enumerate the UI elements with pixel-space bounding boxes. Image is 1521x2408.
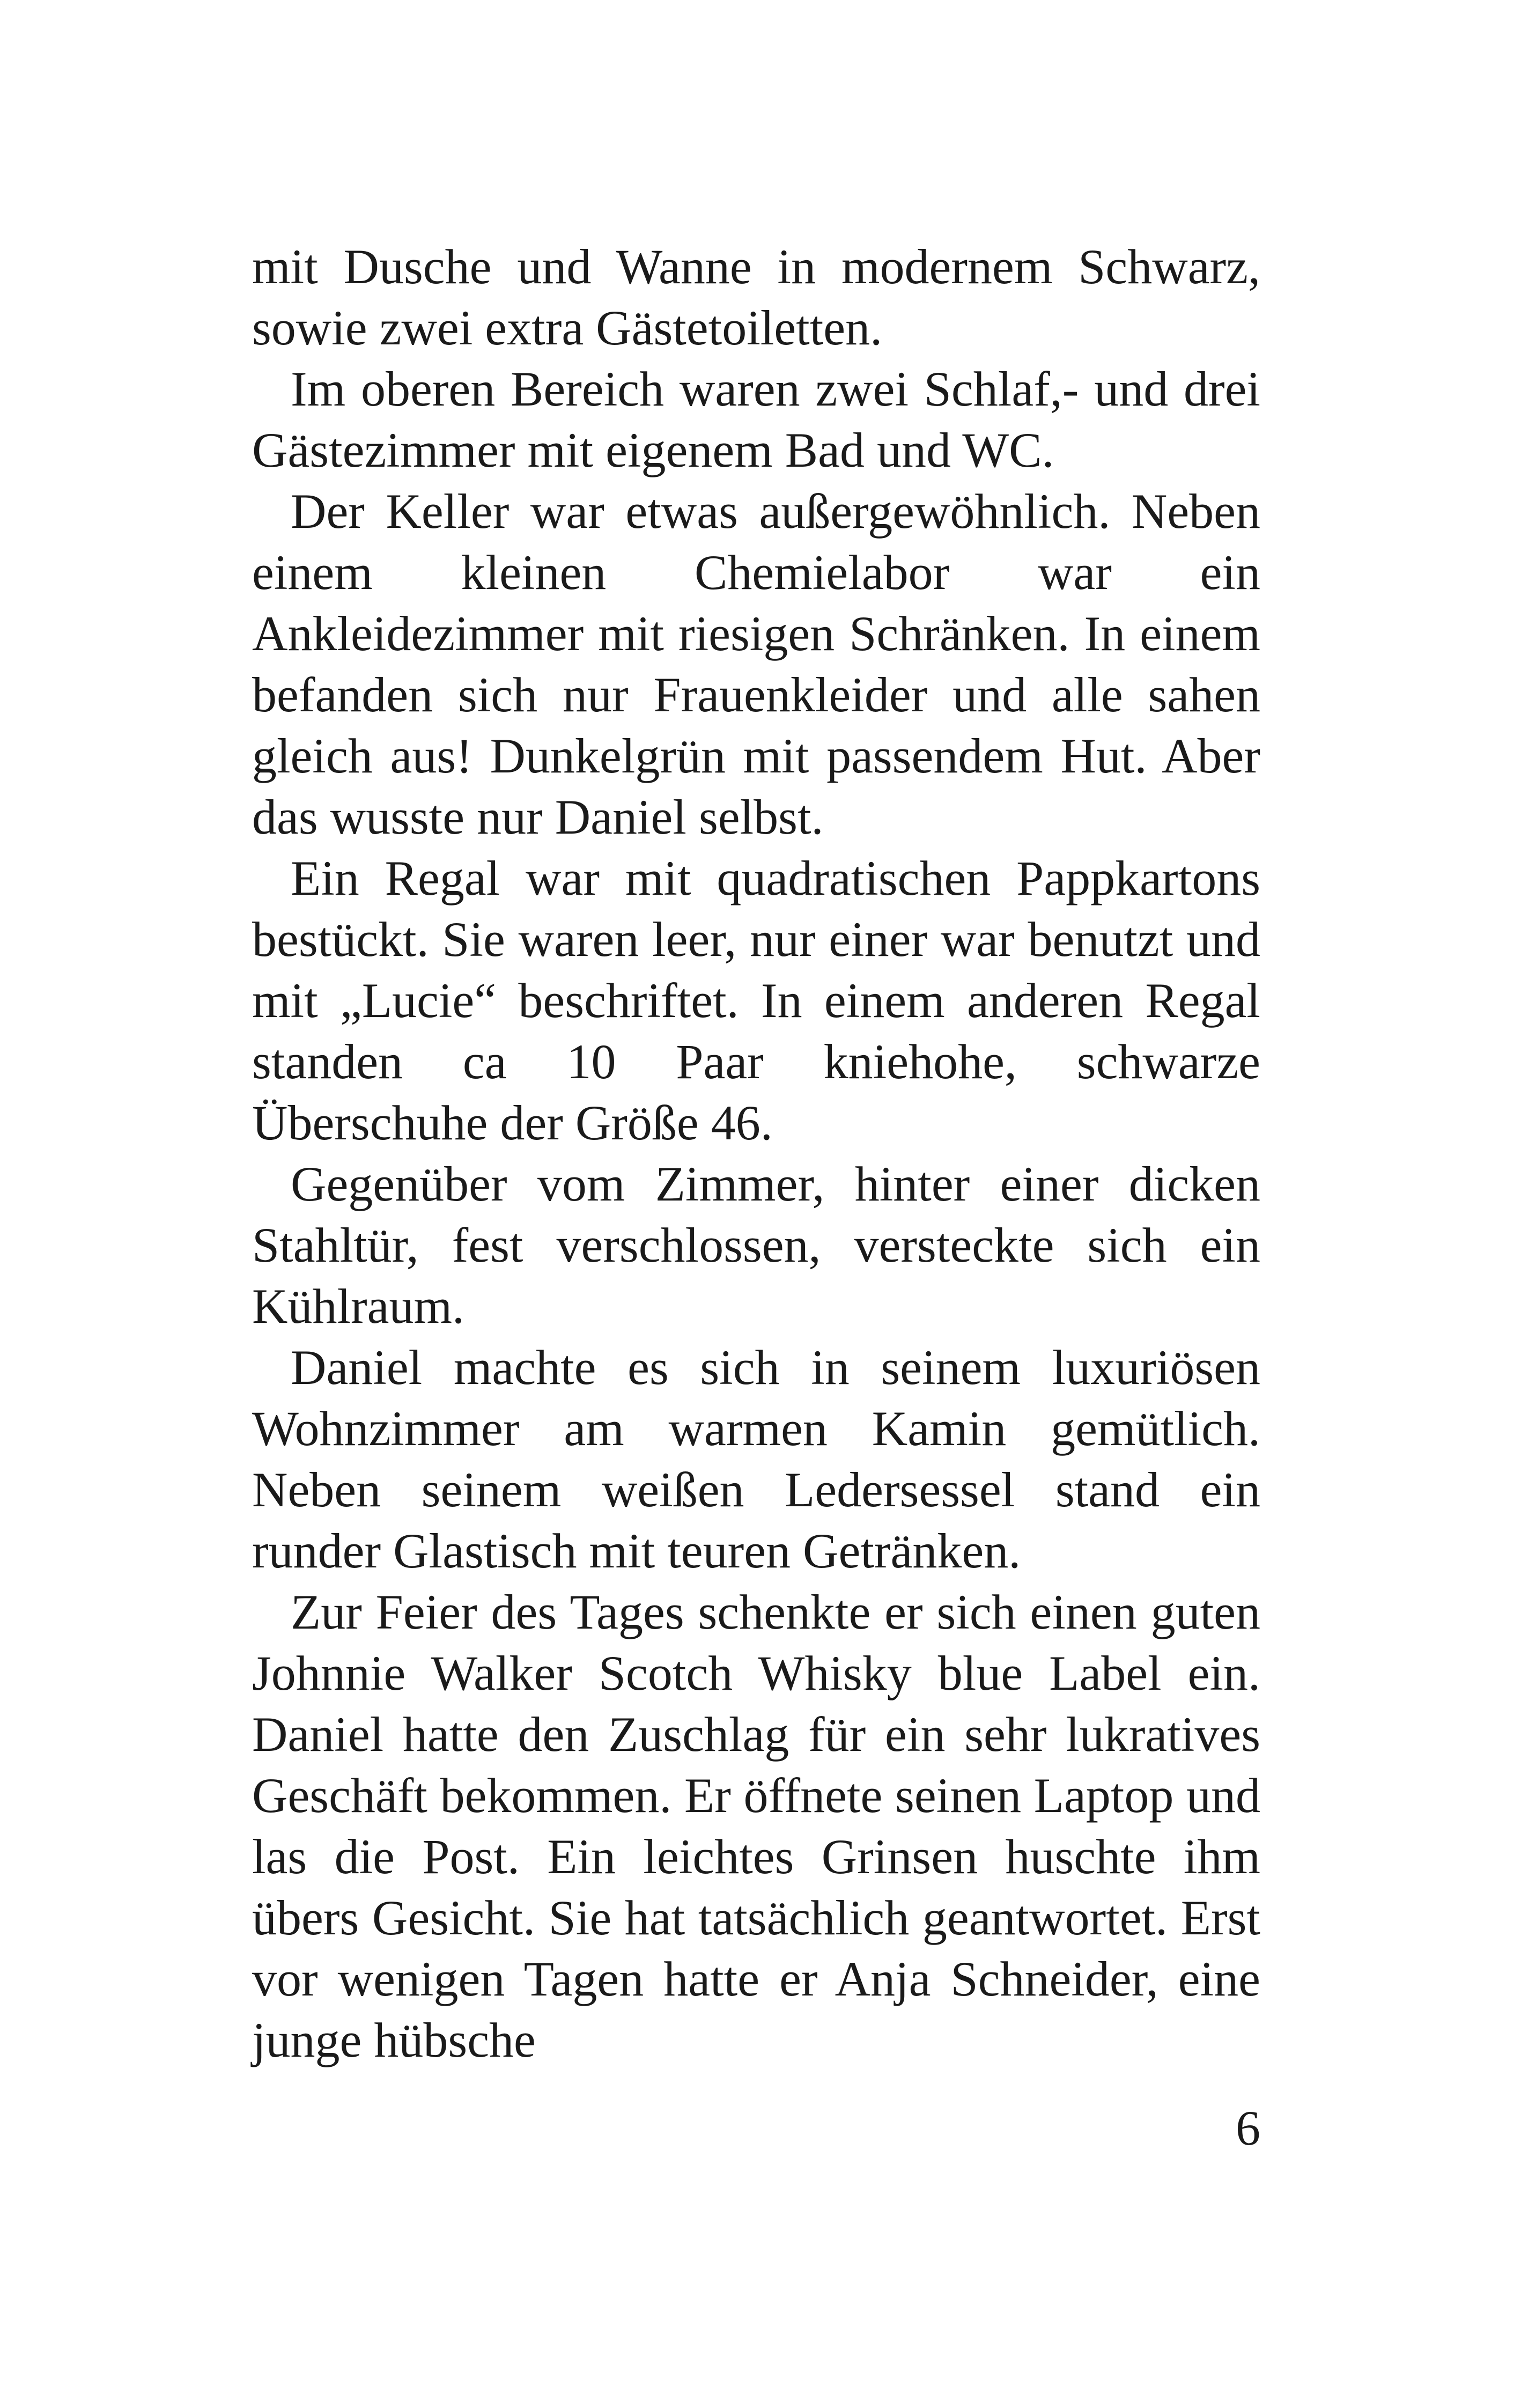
paragraph: Ein Regal war mit quadratischen Pappkartons bestückt. Sie waren leer, nur einer war benutzt und mit „Lucie“ beschriftet. In einem anderen Regal standen ca 10 Paar kniehohe, schwarze Überschuhe der Größe 46.	[252, 851, 1260, 1150]
page-number: 6	[1236, 2101, 1260, 2155]
paragraph: Zur Feier des Tages schenkte er sich einen guten Johnnie Walker Scotch Whisky blue Label ein. Daniel hatte den Zuschlag für ein sehr lukratives Geschäft bekommen. Er öffnete seinen Laptop und las die Post. Ein leichtes Grinsen huschte ihm übers Gesicht. Sie hat tatsächlich geantwortet. Erst vor wenigen Tagen hatte er Anja Schneider, eine junge hübsche	[252, 1585, 1260, 2067]
paragraph: Im oberen Bereich waren zwei Schlaf,- und drei Gästezimmer mit eigenem Bad und WC.	[252, 362, 1260, 477]
paragraph: mit Dusche und Wanne in modernem Schwarz, sowie zwei extra Gästetoiletten.	[252, 239, 1260, 355]
paragraph: Daniel machte es sich in seinem luxuriösen Wohnzimmer am warmen Kamin gemütlich. Neben seinem weißen Ledersessel stand ein runder Glastisch mit teuren Getränken.	[252, 1340, 1260, 1578]
paragraph: Gegenüber vom Zimmer, hinter einer dicken Stahltür, fest verschlossen, versteckte sich ein Kühlraum.	[252, 1157, 1260, 1334]
paragraph: Der Keller war etwas außergewöhnlich. Neben einem kleinen Chemielabor war ein Ankleidezimmer mit riesigen Schränken. In einem befanden sich nur Frauenkleider und alle sahen gleich aus! Dunkelgrün mit passendem Hut. Aber das wusste nur Daniel selbst.	[252, 484, 1260, 844]
body-text	[252, 236, 1260, 2071]
